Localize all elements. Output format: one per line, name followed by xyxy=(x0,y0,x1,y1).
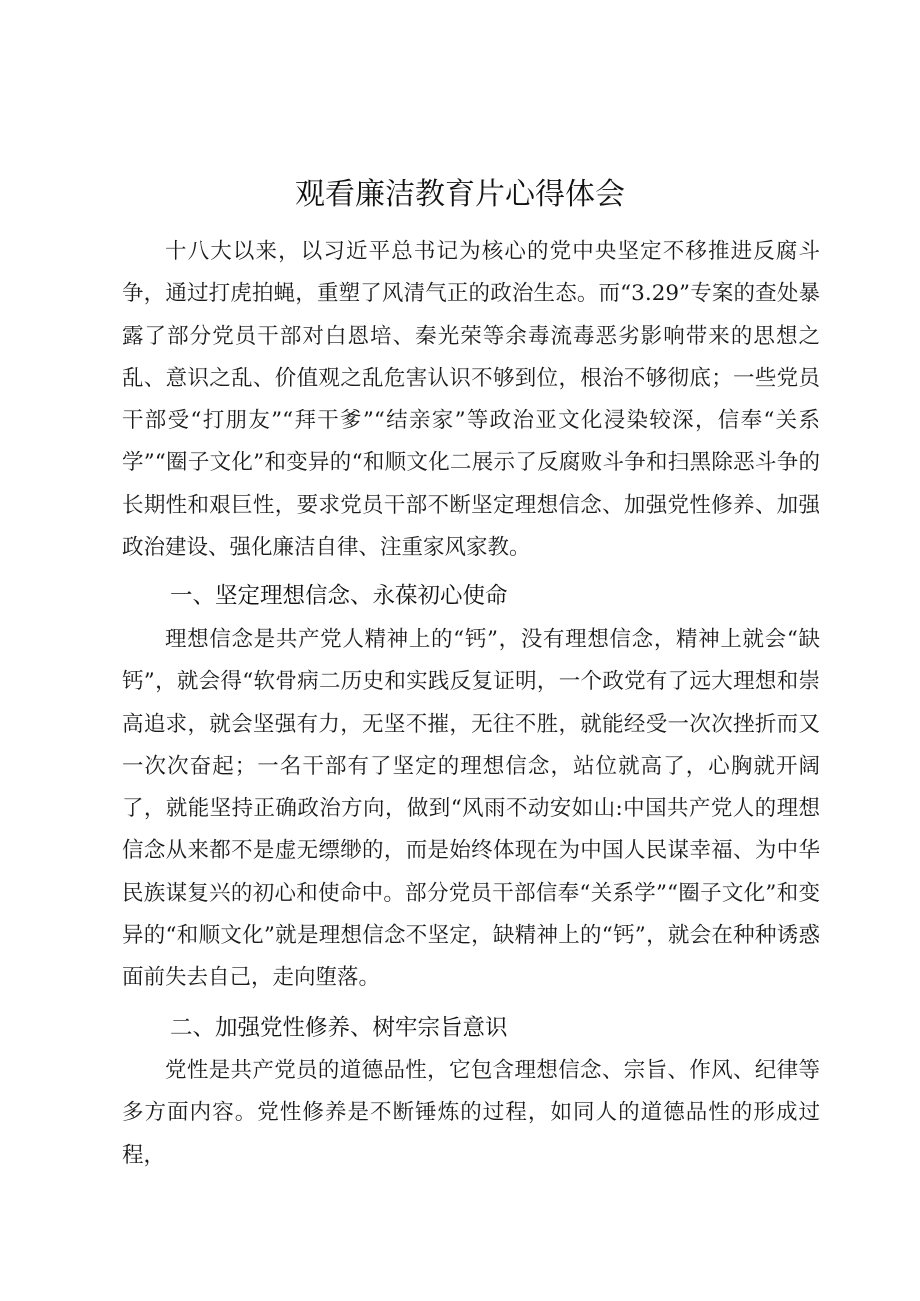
paragraph-party-spirit: 党性是共产党员的道德品性，它包含理想信念、宗旨、作风、纪律等多方面内容。党性修养是不断锤炼的过程，如同人的道德品性的形成过程， xyxy=(122,1058,820,1168)
paragraph-intro: 十八大以来，以习近平总书记为核心的党中央坚定不移推进反腐斗争，通过打虎拍蝇，重塑了风清气正的政治生态。而“3.29”专案的查处暴露了部分党员干部对白恩培、秦光荣等余毒流毒恶劣影响带来的思想之乱、意识之乱、价值观之乱危害认识不够到位，根治不够彻底；一些党员干部受“打朋友”“拜干爹”“结亲家”等政治亚文化浸染较深，信奉“关系学”“圈子文化”和变异的“和顺文化二展示了反腐败斗争和扫黑除恶斗争的长期性和艰巨性，要求党员干部不断坚定理想信念、加强党性修养、加强政治建设、强化廉洁自律、注重家风家教。 xyxy=(122,239,820,561)
section-heading-1: 一、坚定理想信念、永葆初心使命 xyxy=(170,583,508,609)
document-title: 观看廉洁教育片心得体会 xyxy=(295,177,625,212)
section-heading-2: 二、加强党性修养、树牢宗旨意识 xyxy=(170,1015,508,1041)
paragraph-ideals: 理想信念是共产党人精神上的“钙”，没有理想信念，精神上就会“缺钙”，就会得“软骨病二历史和实践反复证明，一个政党有了远大理想和崇高追求，就会坚强有力，无坚不摧，无往不胜，就能经受一次次挫折而又一次次奋起；一名干部有了坚定的理想信念，站位就高了，心胸就开阔了，就能坚持正确政治方向，做到“风雨不动安如山:中国共产党人的理想信念从来都不是虚无缥缈的，而是始终体现在为中国人民谋幸福、为中华民族谋复兴的初心和使命中。部分党员干部信奉“关系学”“圈子文化”和变异的“和顺文化”就是理想信念不坚定，缺精神上的“钙”，就会在种种诱惑面前失去自己，走向堕落。 xyxy=(122,627,820,991)
